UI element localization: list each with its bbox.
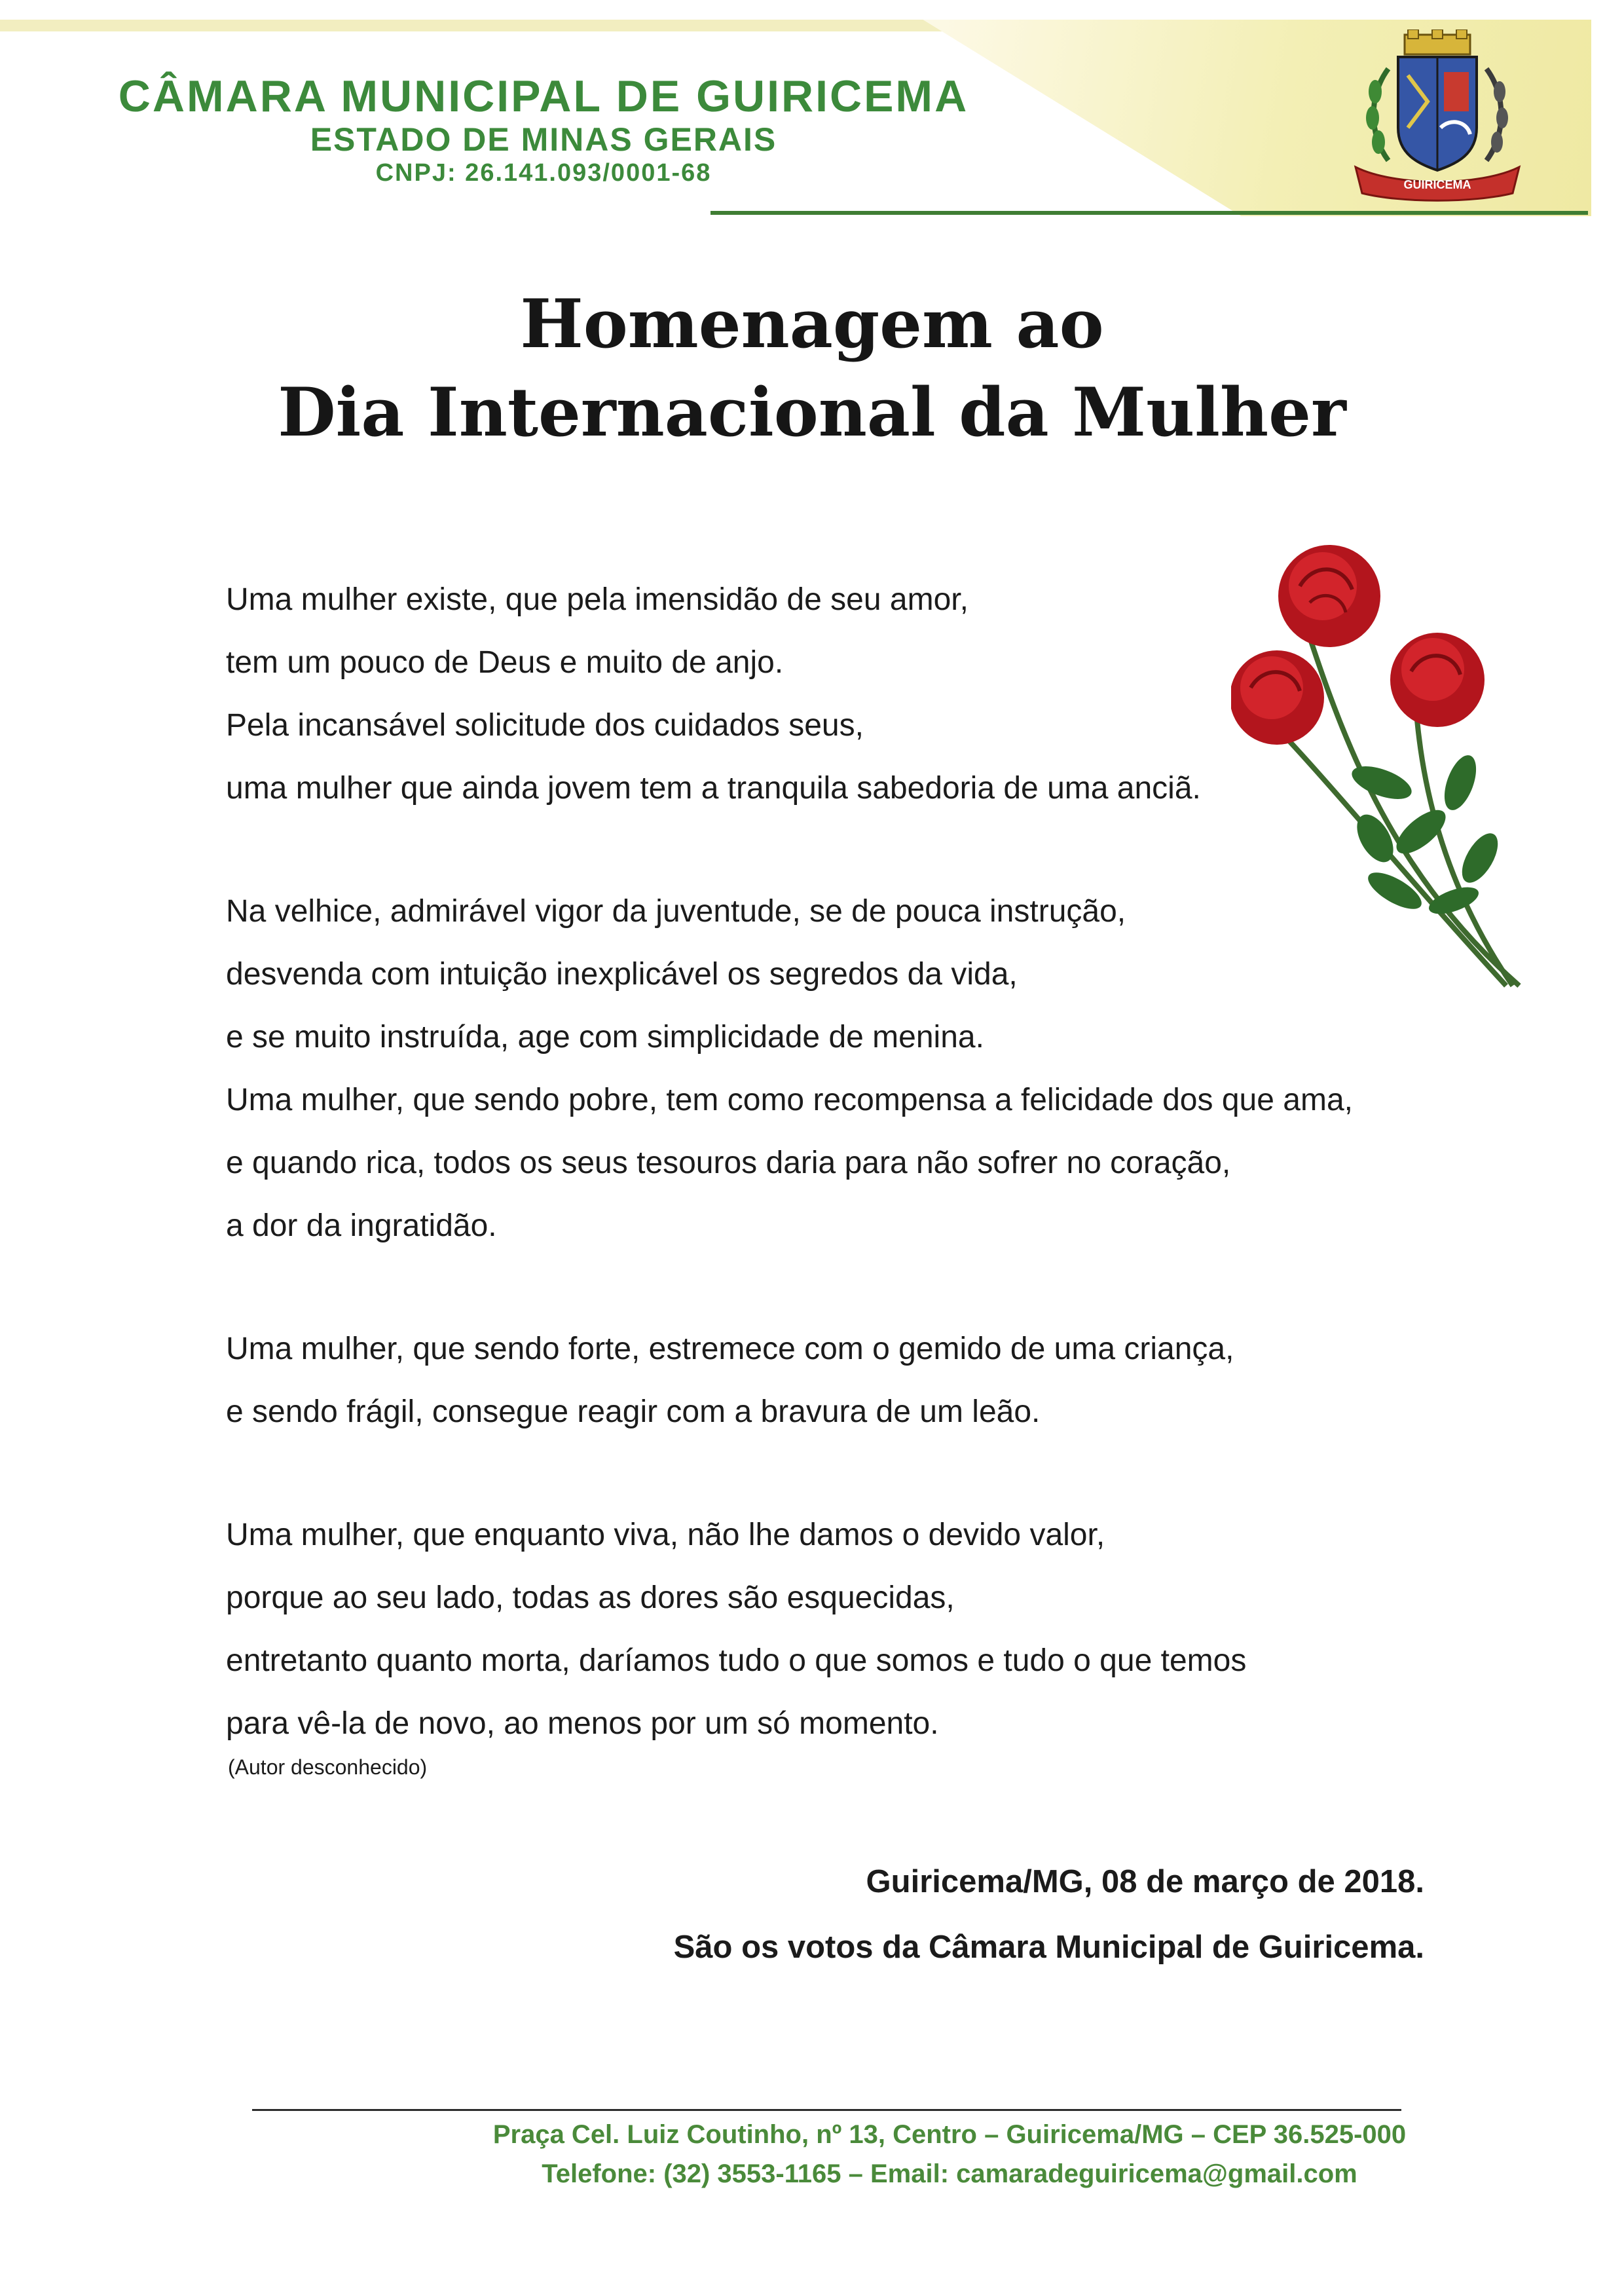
- document-title-line-1: Homenagem ao: [520, 285, 1104, 364]
- organization-state: ESTADO DE MINAS GERAIS: [310, 121, 777, 158]
- poem-line: Uma mulher, que sendo forte, estremece com o gemido de uma criança,: [226, 1332, 1234, 1366]
- poem-stanza: [226, 569, 1470, 820]
- poem-line: e quando rica, todos os seus tesouros daria para não sofrer no coração,: [226, 1146, 1231, 1180]
- poem-line: e sendo frágil, consegue reagir com a bravura de um leão.: [226, 1394, 1041, 1429]
- document-title-line-2: Dia Internacional da Mulher: [278, 373, 1346, 452]
- poem: [226, 569, 1470, 1816]
- poem-stanza: [226, 1504, 1470, 1755]
- poem-line: porque ao seu lado, todas as dores são esquecidas,: [226, 1580, 955, 1615]
- poem-line: entretanto quanto morta, daríamos tudo o que somos e tudo o que temos: [226, 1643, 1247, 1678]
- footer-divider: [252, 2109, 1401, 2111]
- poem-line: Na velhice, admirável vigor da juventude, se de pouca instrução,: [226, 894, 1126, 929]
- poem-line: Uma mulher existe, que pela imensidão de seu amor,: [226, 582, 969, 617]
- organization-name: CÂMARA MUNICIPAL DE GUIRICEMA: [118, 71, 969, 121]
- poem-line: tem um pouco de Deus e muito de anjo.: [226, 645, 784, 680]
- poem-stanza: [226, 880, 1470, 1258]
- poem-line: uma mulher que ainda jovem tem a tranquila sabedoria de uma anciã.: [226, 771, 1201, 806]
- municipal-crest-icon: [1342, 29, 1532, 203]
- closing-wishes: São os votos da Câmara Municipal de Guiricema.: [673, 1930, 1424, 1965]
- poem-line: a dor da ingratidão.: [226, 1208, 497, 1243]
- footer-address: Praça Cel. Luiz Coutinho, nº 13, Centro – Guiricema/MG – CEP 36.525-000: [492, 2120, 1407, 2149]
- poem-line: Uma mulher, que enquanto viva, não lhe damos o devido valor,: [226, 1518, 1105, 1552]
- poem-stanza: [226, 1318, 1470, 1444]
- footer-contact: Telefone: (32) 3553-1165 – Email: camaradeguiricema@gmail.com: [542, 2159, 1357, 2188]
- crest-ribbon-text: GUIRICEMA: [1403, 178, 1471, 191]
- poem-line: para vê-la de novo, ao menos por um só momento.: [226, 1706, 939, 1741]
- poem-line: e se muito instruída, age com simplicidade de menina.: [226, 1020, 984, 1054]
- poem-author: (Autor desconhecido): [228, 1755, 428, 1779]
- closing-place-date: Guiricema/MG, 08 de março de 2018.: [866, 1864, 1424, 1899]
- poem-line: Uma mulher, que sendo pobre, tem como recompensa a felicidade dos que ama,: [226, 1083, 1353, 1117]
- poem-line: Pela incansável solicitude dos cuidados seus,: [226, 708, 864, 743]
- header-divider: [710, 211, 1588, 215]
- poem-line: desvenda com intuição inexplicável os segredos da vida,: [226, 957, 1018, 992]
- crown-icon: [1405, 29, 1470, 54]
- organization-cnpj: CNPJ: 26.141.093/0001-68: [375, 159, 712, 187]
